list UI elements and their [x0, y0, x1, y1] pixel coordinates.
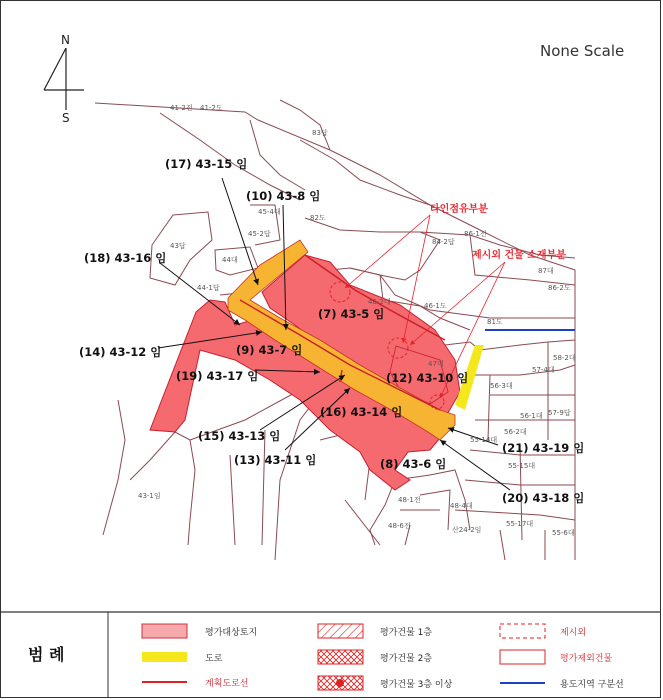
small-label: 46-1도	[424, 302, 447, 310]
small-label: 43-1임	[138, 492, 161, 500]
small-label: 산24-2임	[452, 526, 482, 534]
small-label: 41-2도	[200, 104, 223, 112]
legend-swatch-road	[142, 652, 187, 662]
parcel-label: (20) 43-18 임	[502, 491, 585, 505]
small-label: 55-6대	[552, 529, 575, 537]
small-label: 47대	[428, 360, 444, 368]
small-label: 86-1전	[464, 230, 487, 238]
legend-label: 평가건물 2층	[380, 654, 433, 664]
parcel-label: (15) 43-13 임	[198, 429, 281, 443]
small-label: 56-1대	[520, 412, 543, 420]
small-label: 55-14대	[470, 436, 498, 444]
small-label: 48-4대	[450, 502, 473, 510]
parcel-label: (18) 43-16 임	[84, 251, 167, 265]
legend-swatch-target	[142, 624, 187, 638]
small-label: 48-1전	[398, 496, 421, 504]
legend	[0, 612, 661, 698]
legend-label: 제시외	[560, 628, 587, 638]
legend-label: 계획도로선	[205, 679, 249, 689]
south-label: S	[62, 111, 70, 125]
small-label: 56-2대	[504, 428, 527, 436]
small-label: 45-4대	[258, 208, 281, 216]
small-label: 45-2답	[248, 230, 271, 238]
parcel-label: (13) 43-11 임	[234, 453, 317, 467]
small-label: 87대	[538, 267, 554, 275]
small-label: 58-2대	[553, 354, 576, 362]
small-label: 41-2전	[170, 104, 193, 112]
small-label: 57-4대	[532, 366, 555, 374]
legend-label: 평가건물 3층 이상	[380, 680, 453, 690]
legend-label: 도로	[205, 654, 223, 664]
small-label: 57-9답	[548, 409, 571, 417]
parcel-label: (17) 43-15 임	[165, 157, 248, 171]
parcel-label: (16) 43-14 임	[320, 405, 403, 419]
north-label: N	[61, 33, 70, 47]
parcel-label: (14) 43-12 임	[79, 345, 162, 359]
small-label: 83답	[312, 129, 328, 137]
parcel-label: (21) 43-19 임	[502, 441, 585, 455]
legend-title: 범 례	[28, 645, 65, 664]
parcel-label: (9) 43-7 임	[236, 343, 303, 357]
legend-label: 평가대상토지	[205, 628, 258, 638]
small-label: 48-6전	[388, 522, 411, 530]
small-label: 55-17대	[506, 520, 534, 528]
small-label: 56-3대	[490, 382, 513, 390]
parcel-label: (19) 43-17 임	[176, 369, 259, 383]
legend-swatch-excluded	[500, 650, 545, 664]
parcel-label: (8) 43-6 임	[380, 457, 447, 471]
parcel-label: (10) 43-8 임	[246, 189, 321, 203]
small-label: 44대	[222, 256, 238, 264]
small-label: 86-2도	[548, 284, 571, 292]
scale-note: None Scale	[540, 42, 625, 60]
small-label: 44-1답	[197, 284, 220, 292]
small-label: 81도	[487, 318, 503, 326]
north-arrow	[44, 48, 84, 110]
small-label: 46-2대	[368, 298, 391, 306]
small-label: 82도	[310, 214, 326, 222]
parcel-label: (12) 43-10 임	[386, 371, 469, 385]
small-label: 55-15대	[508, 462, 536, 470]
legend-label: 평가건물 1층	[380, 628, 433, 638]
legend-swatch-bldg-1f	[318, 624, 363, 638]
parcel-label: (7) 43-5 임	[318, 307, 385, 321]
small-label: 43답	[170, 242, 186, 250]
other-occupied-label: 타인점유부분	[430, 204, 488, 215]
legend-swatch-unlisted	[500, 624, 545, 638]
legend-label: 평가제외건물	[560, 654, 613, 664]
unlisted-building-label: 제시외 건물 소재부분	[472, 250, 566, 261]
legend-label: 용도지역 구분선	[560, 680, 624, 690]
small-label: 84-2답	[432, 238, 455, 246]
legend-swatch-bldg-2f	[318, 650, 363, 664]
